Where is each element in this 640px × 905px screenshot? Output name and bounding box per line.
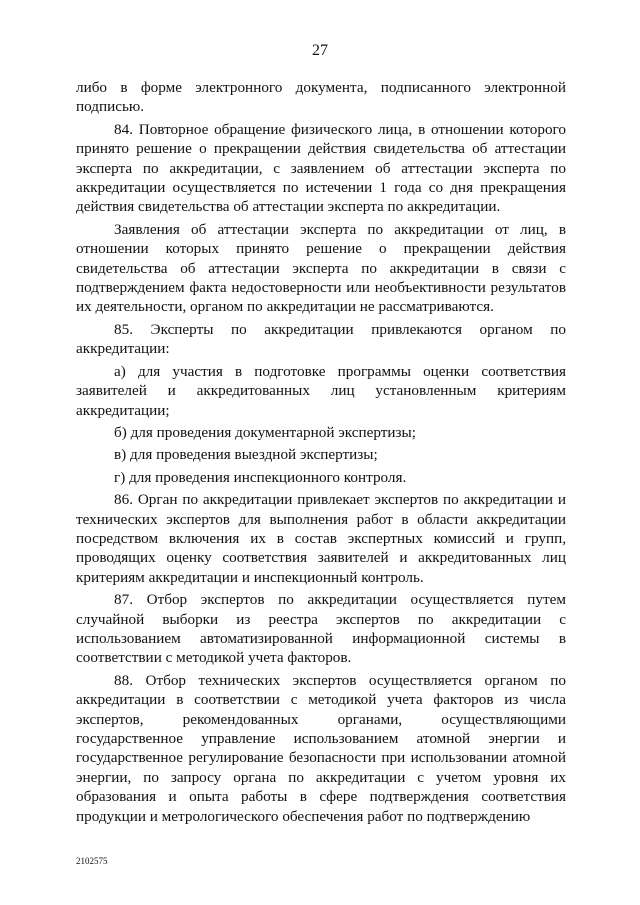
document-code: 2102575 (76, 856, 108, 866)
paragraph-85: 85. Эксперты по аккредитации привлекаются органом по аккредитации: (76, 320, 566, 358)
list-item-g: г) для проведения инспекционного контроля. (114, 468, 407, 486)
document-body (76, 78, 566, 826)
page-number: 27 (312, 42, 328, 59)
paragraph-86: 86. Орган по аккредитации привлекает экспертов по аккредитации и технических экспертов для выполнения работ в области аккредитации посредством включения их в состав экспертных комиссий и групп, проводящих оценку соответствия заявителей и аккредитованных лиц критериям аккредитации и инспекционный контроль. (76, 491, 566, 586)
paragraph-continuation: либо в форме электронного документа, подписанного электронной подписью. (76, 79, 566, 116)
paragraph-88: 88. Отбор технических экспертов осуществляется органом по аккредитации в соответствии с методикой учета факторов из числа экспертов, рекомендованных органами, осуществляющими государственное управление использованием атомной энергии и государственное регулирование безопасности при использовании атомной энергии, по запросу органа по аккредитации с учетом уровня их образования и опыта работы в сфере подтверждения соответствия продукции и метрологического обеспечения работ по подтверждению (76, 671, 566, 825)
paragraph-applications: Заявления об аттестации эксперта по аккредитации от лиц, в отношении которых принято решение о прекращении действия свидетельства об аттестации эксперта по аккредитации в связи с подтверждением факта недостоверности или необъективности результатов их деятельности, органом по аккредитации не рассматриваются. (76, 220, 566, 316)
list-item-a: а) для участия в подготовке программы оценки соответствия заявителей и аккредитованных лиц установленным критериям аккредитации; (76, 362, 566, 419)
paragraph-84: 84. Повторное обращение физического лица, в отношении которого принято решение о прекращении действия свидетельства об аттестации эксперта по аккредитации, с заявлением об аттестации эксперта по аккредитации осуществляется по истечении 1 года со дня прекращения действия свидетельства об аттестации эксперта по аккредитации. (76, 120, 566, 216)
paragraph-87: 87. Отбор экспертов по аккредитации осуществляется путем случайной выборки из реестра экспертов по аккредитации с использованием автоматизированной информационной системы в соответствии с методикой учета факторов. (76, 591, 566, 667)
list-item-v: в) для проведения выездной экспертизы; (114, 446, 378, 464)
list-item-b: б) для проведения документарной экспертизы; (114, 423, 416, 441)
